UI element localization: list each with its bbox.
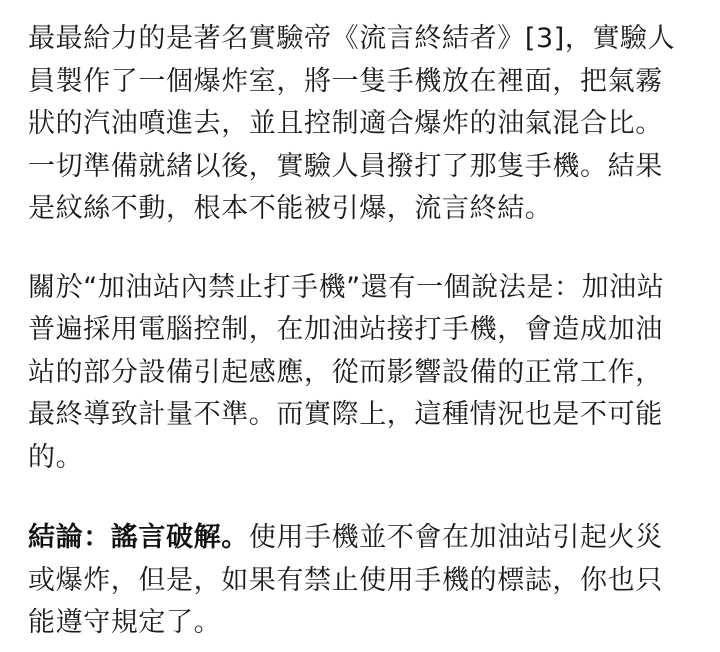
text-line: 普遍採用電腦控制，在加油站接打手機，會造成加油 xyxy=(28,314,663,345)
text-line: 站的部分設備引起感應，從而影響設備的正常工作， xyxy=(28,356,663,388)
paragraph-computer-control-claim xyxy=(28,267,694,480)
paragraph-conclusion xyxy=(28,517,694,645)
text-line: 的。 xyxy=(28,441,84,473)
text-line xyxy=(28,517,694,560)
paragraph-spacer xyxy=(28,479,694,517)
text-line: 狀的汽油噴進去，並且控制適合爆炸的油氣混合比。 xyxy=(28,108,663,139)
text-line: 或爆炸，但是，如果有禁止使用手機的標誌，你也只 xyxy=(28,564,663,596)
conclusion-heading: 結論：謠言破解。 xyxy=(28,522,249,553)
text-line: 是紋絲不動，根本不能被引爆，流言終結。 xyxy=(28,193,553,224)
text-line: 關於“加油站內禁止打手機”還有一個說法是：加油站 xyxy=(28,271,665,303)
paragraph-mythbusters-experiment xyxy=(28,18,694,231)
text-line: 能遵守規定了。 xyxy=(28,607,222,638)
text-line: 一切準備就緒以後，實驗人員撥打了那隻手機。結果 xyxy=(28,150,663,182)
paragraph-spacer xyxy=(28,231,694,267)
text-line: 最終導致計量不準。而實際上，這種情況也是不可能 xyxy=(28,399,663,430)
text-segment: 最最給力的是著名實驗帝《流言終結者》 xyxy=(28,23,525,54)
text-segment: 使用手機並不會在加油站引起火災 xyxy=(248,522,663,553)
reference-link[interactable]: [3] xyxy=(524,23,565,54)
text-line: 員製作了一個爆炸室，將一隻手機放在裡面，把氣霧 xyxy=(28,65,663,97)
text-segment: ，實驗人 xyxy=(564,23,676,54)
text-line xyxy=(28,18,694,61)
